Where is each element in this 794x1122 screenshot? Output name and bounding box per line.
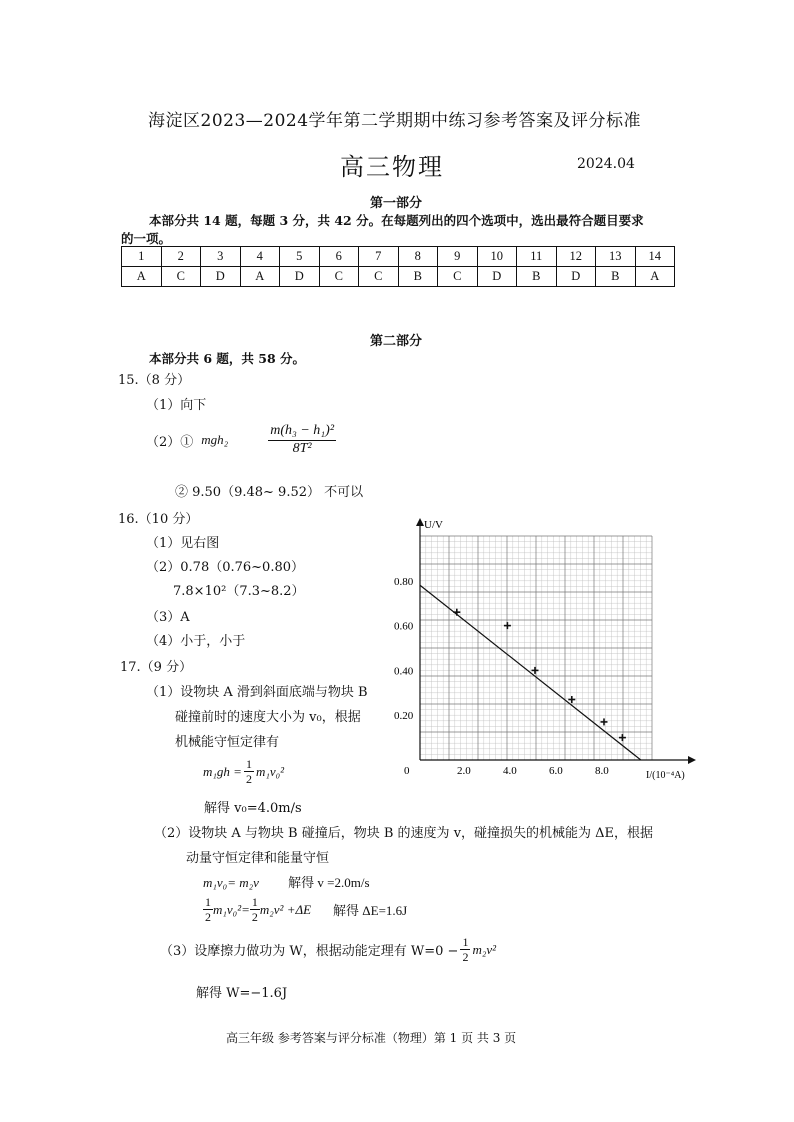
y-axis-label: U/V — [424, 519, 443, 531]
y-axis-arrow — [416, 518, 424, 526]
q16-answer-2: （2）0.78（0.76~0.80） — [146, 560, 304, 575]
q17-p1-eq-frac-den: 2 — [245, 772, 252, 787]
question-number-cell: 10 — [477, 247, 517, 267]
q15-fraction — [268, 423, 336, 458]
q17-p1-line1: （1）设物块 A 滑到斜面底端与物块 B — [146, 685, 368, 700]
question-number-cell: 9 — [438, 247, 478, 267]
q16-answer-1: （1）见右图 — [146, 536, 220, 551]
q15-answer-1: （1）向下 — [146, 398, 207, 413]
q17-p2-eq2-frac2-num: 1 — [251, 895, 258, 909]
part2-intro: 本部分共 6 题，共 58 分。 — [149, 351, 306, 366]
q17-p2-line2: 动量守恒定律和能量守恒 — [186, 851, 330, 866]
answer-cell: A — [122, 267, 162, 287]
answer-cell: C — [161, 267, 201, 287]
answer-cell: D — [556, 267, 596, 287]
q17-p1-line3: 机械能守恒定律有 — [175, 735, 280, 750]
answer-cell: B — [517, 267, 557, 287]
q17-p1-result: 解得 v₀=4.0m/s — [204, 801, 302, 816]
q17-p1-eq-frac — [244, 757, 254, 787]
question-number-cell: 4 — [240, 247, 280, 267]
answer-cell: A — [240, 267, 280, 287]
question-number-cell: 13 — [596, 247, 636, 267]
question-number-cell: 5 — [280, 247, 320, 267]
q17-label: 17.（9 分） — [120, 660, 193, 675]
q17-p2-eq2-frac1-den: 2 — [205, 910, 211, 925]
question-number-cell: 8 — [398, 247, 438, 267]
q15-answer-2 — [146, 423, 336, 458]
data-point — [504, 622, 511, 629]
q17-p1-line2: 碰撞前时的速度大小为 v₀，根据 — [175, 710, 361, 725]
x-axis-arrow — [688, 756, 696, 764]
x-tick-label: 8.0 — [595, 765, 609, 777]
q17-p3-frac — [460, 935, 470, 965]
x-axis-label: I/(10⁻⁴A) — [646, 770, 685, 781]
q17-p2-eq1 — [203, 872, 370, 891]
y-tick-label: 0.80 — [394, 575, 414, 588]
x-tick-label: 2.0 — [457, 765, 471, 777]
answer-cell: B — [398, 267, 438, 287]
q16-answer-3: （3）A — [146, 610, 190, 625]
u-i-graph — [388, 516, 698, 786]
q17-p1-equation — [203, 757, 284, 787]
document-title: 海淀区2023—2024学年第二学期期中练习参考答案及评分标准 — [148, 111, 642, 131]
answer-table-answers — [122, 267, 675, 287]
q17-p2-eq2-frac2-den: 2 — [251, 910, 258, 925]
answer-table-numbers — [122, 247, 675, 267]
q16-answer-2b: 7.8×10²（7.3~8.2） — [173, 584, 305, 599]
y-tick-label: 0.20 — [394, 710, 414, 723]
question-number-cell: 7 — [359, 247, 399, 267]
question-number-cell: 2 — [161, 247, 201, 267]
q15-answer-2-2: ② 9.50（9.48~ 9.52） 不可以 — [175, 485, 364, 500]
q15-label: 15.（8 分） — [118, 373, 191, 388]
q17-p2-eq2-frac1 — [203, 895, 213, 925]
q17-p2-eq2-mid: m₁v₀²= — [213, 901, 250, 917]
part1-heading: 第一部分 — [370, 196, 423, 211]
q17-p3-tail: m₂v² — [472, 941, 497, 957]
q17-p2-eq2-end: m₂v² +ΔE — [259, 901, 312, 917]
question-number-cell: 6 — [319, 247, 359, 267]
answer-cell: A — [635, 267, 675, 287]
question-number-cell: 14 — [635, 247, 675, 267]
q17-p3-line: （3）设摩擦力做功为 W，根据动能定理有 W=0 − — [160, 944, 459, 960]
graph-ticks — [394, 576, 609, 777]
answer-table — [121, 246, 675, 287]
q17-p2-eq2-frac1-num: 1 — [205, 895, 211, 909]
q17-p3-frac-num: 1 — [462, 935, 469, 949]
q17-p3 — [160, 935, 496, 965]
answer-cell: D — [280, 267, 320, 287]
question-number-cell: 1 — [122, 247, 162, 267]
answer-cell: C — [319, 267, 359, 287]
q17-p1-eq-right: m₁v₀² — [255, 763, 285, 779]
q17-p2-eq2-frac2 — [250, 895, 260, 925]
q17-p3-result: 解得 W=−1.6J — [196, 986, 288, 1001]
subject-title: 高三物理 — [340, 153, 444, 181]
q16-answer-4: （4）小于，小于 — [146, 634, 246, 649]
answer-cell: D — [477, 267, 517, 287]
data-point — [568, 696, 575, 703]
part2-heading: 第二部分 — [370, 334, 423, 349]
q17-p2-eq2-result: 解得 ΔE=1.6J — [333, 903, 408, 919]
answer-cell: D — [201, 267, 241, 287]
q15-fraction-num: m(h₃ − h₁)² — [268, 423, 336, 441]
question-number-cell: 3 — [201, 247, 241, 267]
q15-answer-2-prefix: （2）① — [146, 434, 194, 450]
origin-label: 0 — [404, 765, 410, 777]
page-footer: 高三年级 参考答案与评分标准（物理）第 1 页 共 3 页 — [226, 1031, 517, 1045]
y-tick-label: 0.40 — [394, 665, 414, 678]
answer-cell: C — [359, 267, 399, 287]
data-points — [453, 609, 626, 741]
y-tick-label: 0.60 — [394, 620, 414, 633]
data-point — [601, 718, 608, 725]
q17-p1-eq-left: m₁gh = — [203, 763, 242, 779]
part1-intro: 本部分共 14 题，每题 3 分，共 42 分。在每题列出的四个选项中，选出最符合题目要求 — [149, 213, 644, 228]
q16-label: 16.（10 分） — [118, 512, 199, 527]
q17-p2-eq2 — [203, 895, 407, 925]
q17-p1-eq-frac-num: 1 — [245, 757, 252, 771]
q15-fraction-den: 8T² — [292, 440, 312, 456]
q15-mgh: mgh₂ — [201, 432, 229, 448]
q17-p2-line1: （2）设物块 A 与物块 B 碰撞后，物块 B 的速度为 v，碰撞损失的机械能为 ΔE，根据 — [154, 826, 654, 841]
x-tick-label: 6.0 — [549, 765, 563, 777]
question-number-cell: 12 — [556, 247, 596, 267]
q17-p3-frac-den: 2 — [462, 950, 469, 965]
question-number-cell: 11 — [517, 247, 557, 267]
answer-cell: C — [438, 267, 478, 287]
data-point — [532, 667, 539, 674]
answer-cell: B — [596, 267, 636, 287]
data-point — [453, 609, 460, 616]
part1-intro-cont: 的一项。 — [121, 231, 172, 246]
q17-p2-eq1-text: m₁v₀= m₂v — [203, 875, 259, 890]
exam-date: 2024.04 — [577, 156, 635, 172]
fit-line — [420, 585, 641, 760]
q17-p2-eq1-result: 解得 v =2.0m/s — [288, 875, 370, 890]
data-point — [619, 734, 626, 741]
x-tick-label: 4.0 — [503, 765, 517, 777]
